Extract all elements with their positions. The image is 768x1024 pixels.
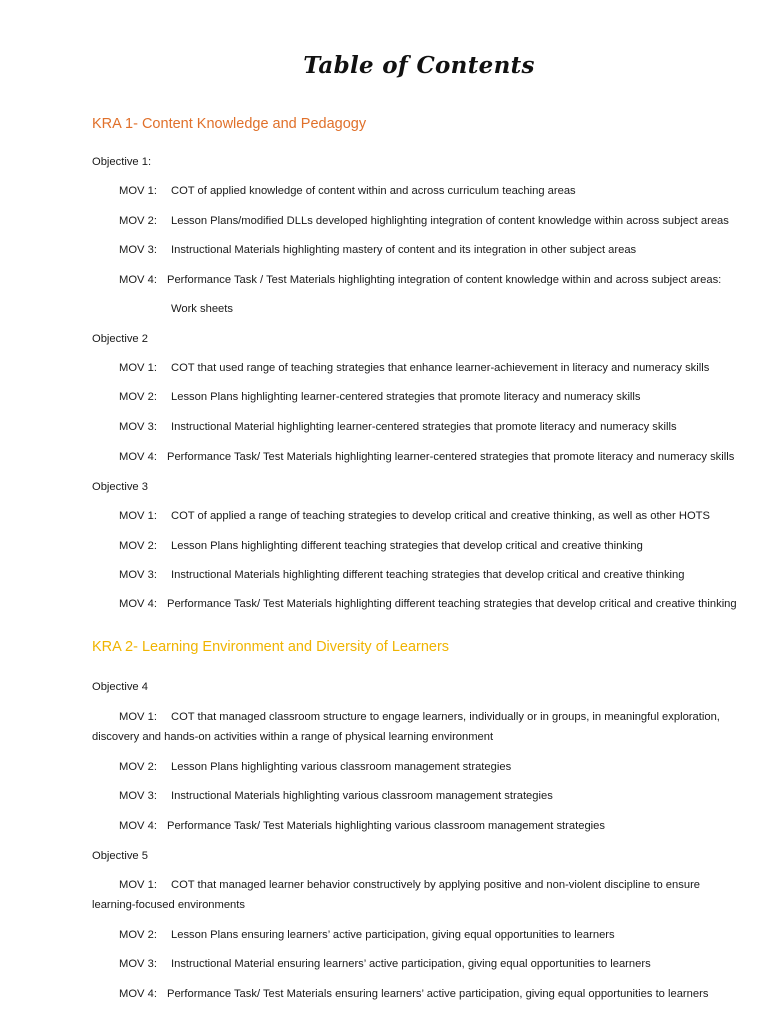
mov-label: MOV 2: — [119, 391, 157, 403]
objective-5-mov-2 — [119, 929, 615, 941]
mov-label: MOV 4: — [119, 988, 157, 1000]
objective-4-mov-1-continuation: discovery and hands-on activities within a range of physical learning environment — [92, 731, 494, 743]
mov-label: MOV 3: — [119, 790, 157, 802]
objective-5-mov-4 — [119, 988, 708, 1000]
mov-text: Lesson Plans ensuring learners’ active participation, giving equal opportunities to learners — [171, 929, 615, 941]
mov-label: MOV 1: — [119, 362, 157, 374]
mov-label: MOV 3: — [119, 958, 157, 970]
objective-3-mov-2 — [119, 540, 643, 552]
mov-label: MOV 4: — [119, 598, 157, 610]
objective-4-mov-4 — [119, 820, 605, 832]
mov-text: COT of applied knowledge of content within and across curriculum teaching areas — [171, 185, 576, 197]
mov-label: MOV 2: — [119, 761, 157, 773]
objective-4-mov-1 — [119, 711, 720, 723]
mov-label: MOV 3: — [119, 421, 157, 433]
objective-1-mov-4 — [119, 274, 721, 286]
mov-text: Performance Task/ Test Materials highlighting learner-centered strategies that promote literacy and numeracy skills — [167, 451, 735, 463]
mov-text: Instructional Materials highlighting different teaching strategies that develop critical and creative thinking — [171, 569, 685, 581]
objective-3-mov-1 — [119, 510, 710, 522]
mov-text: Performance Task/ Test Materials ensuring learners’ active participation, giving equal opportunities to learners — [167, 988, 709, 1000]
mov-text: Lesson Plans/modified DLLs developed highlighting integration of content knowledge within across subject areas — [171, 215, 729, 227]
mov-text: Instructional Materials highlighting mastery of content and its integration in other subject areas — [171, 244, 637, 256]
mov-label: MOV 4: — [119, 274, 157, 286]
objective-3-label: Objective 3 — [92, 481, 148, 493]
mov-text: COT of applied a range of teaching strategies to develop critical and creative thinking, as well as other HOTS — [171, 510, 710, 522]
objective-1-label: Objective 1: — [92, 156, 152, 168]
mov-label: MOV 4: — [119, 820, 157, 832]
mov-text: Lesson Plans highlighting learner-centered strategies that promote literacy and numeracy skills — [171, 391, 641, 403]
mov-label: MOV 2: — [119, 929, 157, 941]
objective-1-mov-3 — [119, 244, 636, 256]
objective-2-mov-2 — [119, 391, 641, 403]
objective-5-label: Objective 5 — [92, 850, 148, 862]
kra2-heading: KRA 2- Learning Environment and Diversity of Learners — [92, 639, 450, 655]
kra1-heading: KRA 1- Content Knowledge and Pedagogy — [92, 116, 367, 132]
mov-text: Performance Task/ Test Materials highlighting different teaching strategies that develop critical and creative thinking — [167, 598, 737, 610]
mov-text: Instructional Material highlighting learner-centered strategies that promote literacy and numeracy skills — [171, 421, 677, 433]
mov-label: MOV 1: — [119, 510, 157, 522]
objective-5-mov-1 — [119, 879, 700, 891]
mov-text: Lesson Plans highlighting various classroom management strategies — [171, 761, 512, 773]
mov-text: Instructional Materials highlighting various classroom management strategies — [171, 790, 553, 802]
mov-text: Lesson Plans highlighting different teaching strategies that develop critical and creative thinking — [171, 540, 643, 552]
objective-3-mov-3 — [119, 569, 684, 581]
mov-text: Instructional Material ensuring learners’ active participation, giving equal opportunities to learners — [171, 958, 651, 970]
mov-label: MOV 2: — [119, 540, 157, 552]
objective-4-mov-3 — [119, 790, 553, 802]
mov-label: MOV 3: — [119, 244, 157, 256]
mov-label: MOV 2: — [119, 215, 157, 227]
objective-2-mov-4 — [119, 451, 734, 463]
mov-text: COT that used range of teaching strategies that enhance learner-achievement in literacy and numeracy skills — [171, 362, 710, 374]
mov-label: MOV 1: — [119, 711, 157, 723]
objective-5-mov-3 — [119, 958, 651, 970]
mov-label: MOV 3: — [119, 569, 157, 581]
page-title: Table of Contents — [303, 52, 535, 79]
objective-2-label: Objective 2 — [92, 333, 148, 345]
mov-text: Performance Task/ Test Materials highlighting various classroom management strategies — [167, 820, 605, 832]
objective-2-mov-1 — [119, 362, 709, 374]
mov-label: MOV 1: — [119, 879, 157, 891]
objective-3-mov-4 — [119, 598, 737, 610]
mov-label: MOV 1: — [119, 185, 157, 197]
mov-text: COT that managed learner behavior constructively by applying positive and non-violent discipline to ensure — [171, 879, 701, 891]
objective-4-mov-2 — [119, 761, 511, 773]
mov-label: MOV 4: — [119, 451, 157, 463]
objective-2-mov-3 — [119, 421, 677, 433]
objective-4-label: Objective 4 — [92, 681, 148, 693]
objective-1-mov-2 — [119, 215, 729, 227]
objective-1-mov-1 — [119, 185, 576, 197]
objective-1-mov-4-continuation: Work sheets — [171, 303, 233, 315]
mov-text: COT that managed classroom structure to engage learners, individually or in groups, in meaningful exploration, — [171, 711, 720, 723]
mov-text: Performance Task / Test Materials highlighting integration of content knowledge within and across subject areas: — [167, 274, 722, 286]
objective-5-mov-1-continuation: learning-focused environments — [92, 899, 245, 911]
